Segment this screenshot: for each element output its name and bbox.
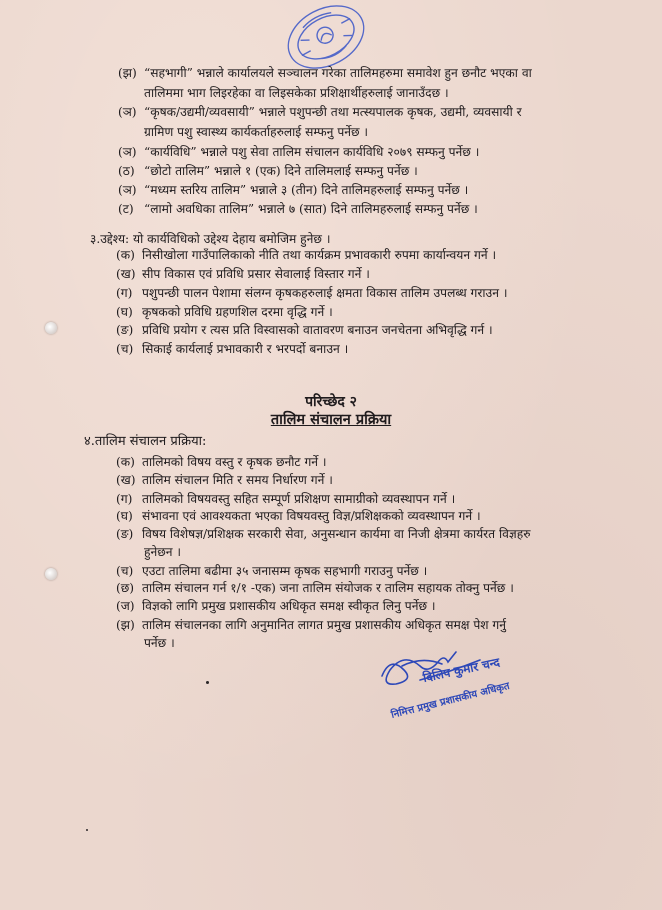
list-item-text: “छोटो तालिम” भन्नाले १ (एक) दिने तालिमलाई सम्फनु पर्नेछ । <box>144 164 418 178</box>
objective-item <box>116 266 370 282</box>
list-marker: (ञ) <box>118 105 137 119</box>
list-item-text: सीप विकास एवं प्रविधि प्रसार सेवालाई विस्तार गर्ने । <box>142 267 370 281</box>
list-item-text: पशुपन्छी पालन पेशामा संलग्न कृषकहरुलाई क्षमता विकास तालिम उपलब्ध गराउन । <box>142 286 508 300</box>
list-item-text: विज्ञको लागि प्रमुख प्रशासकीय अधिकृत समक्ष स्वीकृत लिनु पर्नेछ । <box>142 599 436 613</box>
list-marker: (ग) <box>116 492 133 506</box>
process-item <box>116 580 514 596</box>
list-item-text: विषय विशेषज्ञ/प्रशिक्षक सरकारी सेवा, अनुसन्धान कार्यमा वा निजी क्षेत्रमा कार्यरत विज्ञहरु <box>142 527 531 541</box>
svg-text:दिलिप कुमार चन्द: दिलिप कुमार चन्द <box>421 655 501 685</box>
process-item <box>144 635 175 651</box>
svg-text:निमित्त प्रमुख प्रशासकीय अधिकृ: निमित्त प्रमुख प्रशासकीय अधिकृत <box>390 680 511 721</box>
office-seal-stamp <box>282 2 370 72</box>
objective-item <box>116 304 333 320</box>
list-item-text: संभावना एवं आवश्यकता भएका विषयवस्तु विज्ञ/प्रशिक्षकको व्यवस्थापन गर्ने । <box>142 509 481 523</box>
list-item-text: सिकाई कार्यलाई प्रभावकारी र भरपर्दो बनाउन । <box>142 342 349 356</box>
list-marker: (ठ) <box>118 164 135 178</box>
list-marker: (ख) <box>116 267 136 281</box>
list-item-text: तालिमको विषय वस्तु र कृषक छनौट गर्ने । <box>142 455 327 469</box>
list-marker: (ट) <box>118 202 134 216</box>
list-marker: (घ) <box>116 305 133 319</box>
list-marker: (छ) <box>116 581 135 595</box>
list-item-text: कृषकको प्रविधि ग्रहणशिल दरमा वृद्धि गर्ने । <box>142 305 333 319</box>
definition-item <box>118 144 479 160</box>
list-item-text: पर्नेछ । <box>144 636 175 650</box>
list-item-text: तालिम संचालनका लागि अनुमानित लागत प्रमुख प्रशासकीय अधिकृत समक्ष पेश गर्नु <box>142 618 507 632</box>
process-item <box>144 544 181 560</box>
list-marker: (ञ) <box>118 145 137 159</box>
objective-item <box>116 322 493 338</box>
list-marker: (च) <box>116 564 134 578</box>
list-item-text: “सहभागी” भन्नाले कार्यालयले सञ्चालन गरेका तालिमहरुमा समावेश हुन छनौट भएका वा <box>144 66 532 80</box>
list-item-text: ग्रामिण पशु स्वास्थ्य कार्यकर्ताहरुलाई सम्फनु पर्नेछ । <box>144 125 369 139</box>
punch-hole-top <box>45 322 57 334</box>
objective-item <box>116 285 507 301</box>
list-item-text: “मध्यम स्तरिय तालिम” भन्नाले ३ (तीन) दिने तालिमहरुलाई सम्फनु पर्नेछ । <box>144 183 469 197</box>
definition-item <box>118 182 468 198</box>
list-marker: (ङ) <box>116 527 134 541</box>
list-marker: (क) <box>116 455 135 469</box>
process-item <box>116 563 427 579</box>
list-marker: (च) <box>116 342 134 356</box>
list-item-text: हुनेछन । <box>144 545 182 559</box>
objective-item <box>116 247 496 263</box>
list-marker: (ग) <box>116 286 133 300</box>
process-item <box>116 598 436 614</box>
list-marker: (झ) <box>116 618 135 632</box>
list-item-text: “लामो अवधिका तालिम” भन्नाले ७ (सात) दिने तालिमहरुलाई सम्फनु पर्नेछ । <box>144 202 478 216</box>
ink-speck <box>206 681 209 684</box>
list-marker: (घ) <box>116 509 133 523</box>
list-marker: (झ) <box>118 66 137 80</box>
list-marker: (ज) <box>116 599 135 613</box>
process-item <box>116 472 333 488</box>
process-item <box>116 454 327 470</box>
process-item <box>116 526 531 542</box>
list-marker: (ञ) <box>118 183 137 197</box>
list-item-text: निसीखोला गाउँपालिकाको नीति तथा कार्यक्रम प्रभावकारी रुपमा कार्यान्वयन गर्ने । <box>142 248 497 262</box>
chapter-title: तालिम संचालन प्रक्रिया <box>270 411 392 428</box>
list-marker: (ख) <box>116 473 136 487</box>
punch-hole-bottom <box>45 568 57 580</box>
process-heading: ४.तालिम संचालन प्रक्रिया: <box>84 434 207 449</box>
list-item-text: “कार्यविधि” भन्नाले पशु सेवा तालिम संचालन कार्यविधि २०७९ सम्फनु पर्नेछ । <box>144 145 480 159</box>
list-marker: (क) <box>116 248 135 262</box>
definition-item <box>118 163 418 179</box>
list-item-text: “कृषक/उद्यमी/व्यवसायी” भन्नाले पशुपन्छी तथा मत्स्यपालक कृषक, उद्यमी, व्यवसायी र <box>144 105 522 119</box>
definition-item <box>118 65 532 81</box>
definition-item <box>118 104 522 120</box>
list-marker: (ङ) <box>116 323 134 337</box>
process-item <box>116 617 506 633</box>
chapter-number: परिच्छेद २ <box>305 394 357 410</box>
list-item-text: तालिम संचालन गर्न १/१ -एक) जना तालिम संयोजक र तालिम सहायक तोक्नु पर्नेछ । <box>142 581 514 595</box>
list-item-text: तालिममा भाग लिइरहेका वा लिइसकेका प्रशिक्षार्थीहरुलाई जानाउँदछ । <box>144 86 449 100</box>
definition-item <box>144 85 449 101</box>
definition-item <box>118 201 478 217</box>
process-item <box>116 491 455 507</box>
objectives-heading: ३.उद्देश्य: यो कार्यविधिको उद्देश्य देहाय बमोजिम हुनेछ । <box>90 232 331 246</box>
process-item <box>116 508 481 524</box>
objective-item <box>116 341 348 357</box>
list-item-text: तालिम संचालन मिति र समय निर्धारण गर्ने । <box>142 473 333 487</box>
definition-item <box>144 124 368 140</box>
signature-stamp <box>372 636 572 726</box>
list-item-text: प्रविधि प्रयोग र त्यस प्रति विस्वासको वातावरण बनाउन जनचेतना अभिवृद्धि गर्न । <box>142 323 493 337</box>
list-item-text: एउटा तालिमा बढीमा ३५ जनासम्म कृषक सहभागी गराउनु पर्नेछ । <box>142 564 428 578</box>
ink-speck <box>86 829 88 831</box>
list-item-text: तालिमको विषयवस्तु सहित सम्पूर्ण प्रशिक्षण सामाग्रीको व्यवस्थापन गर्ने । <box>142 492 456 506</box>
